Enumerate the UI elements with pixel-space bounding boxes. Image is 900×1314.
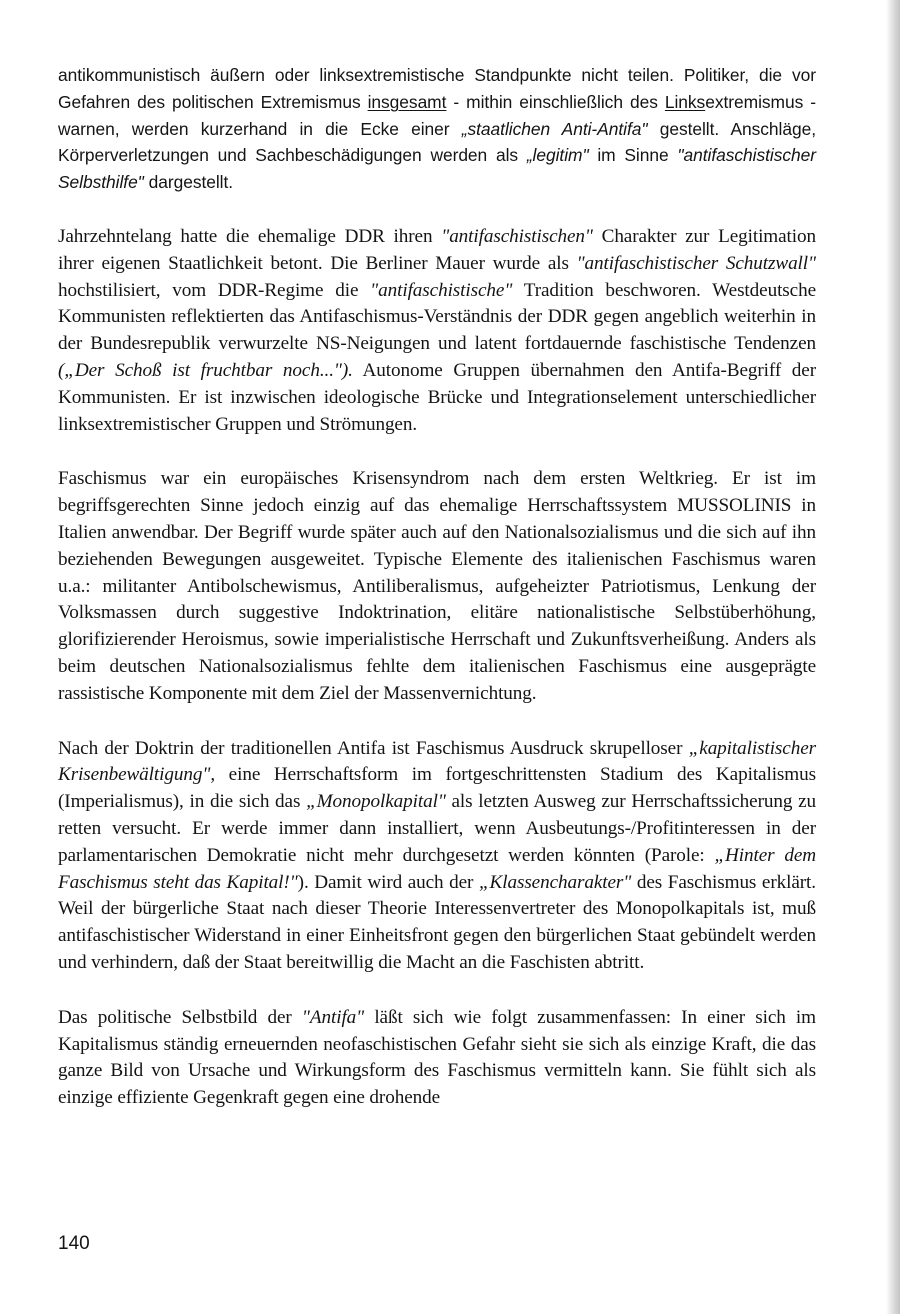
italic-text: „staatlichen Anti-Antifa" xyxy=(461,118,648,139)
text-segment: läßt sich wie folgt zusammenfassen: In einer sich im Kapitalismus ständig erneuernden neofaschistischen Gefahr sieht sie sich als einzige Kraft, die das ganze Bild von Ursache und Wirkungsform des Faschismus vermitteln kann. Sie fühlt sich als einzige effiziente Gegenkraft gegen eine drohende xyxy=(58,1006,816,1109)
paragraph-4 xyxy=(58,736,816,977)
text-segment: Charakter zur Legitimation ihrer eigenen Staatlichkeit betont. Die Berliner Mauer wurde als xyxy=(58,225,816,274)
italic-text: "Antifa" xyxy=(301,1006,365,1028)
italic-text: „Monopolkapital" xyxy=(306,791,446,813)
italic-text: „kapitalistischer Krisenbewältigung" xyxy=(58,737,816,786)
text-segment: als letzten Ausweg zur Herrschaftssicherung zu retten versucht. Er werde immer dann installiert, wenn Ausbeutungs-/Profitinteressen in der parlamentarischen Demokratie nicht mehr durchgesetzt werden könnten (Parole: xyxy=(58,791,816,866)
underlined-text: insgesamt xyxy=(367,91,447,112)
page-edge-shadow xyxy=(886,0,900,1314)
text-segment: gestellt. Anschläge, Körperverletzungen und Sachbeschädigungen werden als xyxy=(58,118,816,166)
page-number: 140 xyxy=(58,1233,90,1254)
text-segment: , eine Herrschaftsform im fortgeschrittensten Stadium des Kapitalismus (Imperialismus), in die sich das xyxy=(58,764,816,813)
paragraph-5 xyxy=(58,1005,816,1112)
text-segment: des Faschismus erklärt. Weil der bürgerliche Staat nach dieser Theorie Interessenvertreter des Monopolkapitals ist, muß antifaschistischer Widerstand in einer Einheitsfront gegen den bürgerlichen Staat gebündelt werden und verhindern, daß der Staat bereitwillig die Macht an die Faschisten abtritt. xyxy=(58,871,816,973)
text-segment: Tradition beschworen. Westdeutsche Kommunisten reflektierten das Antifaschismus-Verständnis der DDR gegen angeblich weiterhin in der Bundesrepublik verwurzelte NS-Neigungen und latent fortdauernde faschistische Tendenzen xyxy=(58,279,816,355)
italic-text: "antifaschistischer Selbsthilfe" xyxy=(58,145,816,193)
text-segment: Faschismus war ein europäisches Krisensyndrom nach dem ersten Weltkrieg. Er ist im begriffsgerechten Sinne jedoch einzig auf das ehemalige Herrschaftssystem MUSSOLINIS in Italien anwendbar. Der Begriff wurde später auch auf den Nationalsozialismus und die sich auf ihn beziehenden Bewegungen ausgeweitet. Typische Elemente des italienischen Faschismus waren u.a.: militanter Antibolschewismus, Antiliberalismus, aufgeheizter Patriotismus, Lenkung der Volksmassen durch suggestive Indoktrination, elitäre nationalistische Selbstüberhöhung, glorifizierender Heroismus, sowie imperialistische Herrschaft und Zukunftsverheißung. Anders als beim deutschen Nationalsozialismus fehlte dem italienischen Faschismus eine ausgeprägte rassistische Komponente mit dem Ziel der Massenvernichtung. xyxy=(58,468,816,704)
italic-text: „legitim" xyxy=(526,145,589,166)
italic-text: "antifaschistische" xyxy=(370,279,513,301)
italic-text: "antifaschistischer Schutzwall" xyxy=(576,252,816,274)
text-segment: Jahrzehntelang hatte die ehemalige DDR ihren xyxy=(58,225,442,247)
paragraph-2 xyxy=(58,224,816,438)
text-segment: ). Damit wird auch der xyxy=(297,871,479,893)
text-segment: hochstilisiert, vom DDR-Regime die xyxy=(58,279,371,301)
text-segment: Autonome Gruppen übernahmen den Antifa-Begriff der Kommunisten. Er ist inzwischen ideologische Brücke und Integrationselement unterschiedlicher linksextremistischer Gruppen und Strömungen. xyxy=(58,359,816,435)
italic-text: („Der Schoß ist fruchtbar noch..."). xyxy=(58,359,353,381)
text-segment: Das politische Selbstbild der xyxy=(58,1006,302,1028)
underlined-text: Links xyxy=(664,91,706,112)
italic-text: "antifaschistischen" xyxy=(441,225,593,247)
text-segment: im Sinne xyxy=(588,145,678,166)
text-segment: extremismus - warnen, werden kurzerhand in die Ecke einer xyxy=(58,91,816,139)
paragraph-3 xyxy=(58,466,816,707)
text-segment: - mithin einschließlich des xyxy=(446,91,665,112)
text-segment: Nach der Doktrin der traditionellen Antifa ist Faschismus Ausdruck skrupelloser xyxy=(58,737,689,759)
italic-text: „Klassencharakter" xyxy=(478,871,632,893)
document-page xyxy=(58,62,816,1140)
paragraph-1 xyxy=(58,62,816,196)
text-segment: dargestellt. xyxy=(143,172,234,193)
text-segment: antikommunistisch äußern oder linksextremistische Standpunkte nicht teilen. Politiker, die vor Gefahren des politischen Extremismus xyxy=(58,65,816,112)
italic-text: „Hinter dem Faschismus steht das Kapital!" xyxy=(58,844,816,893)
